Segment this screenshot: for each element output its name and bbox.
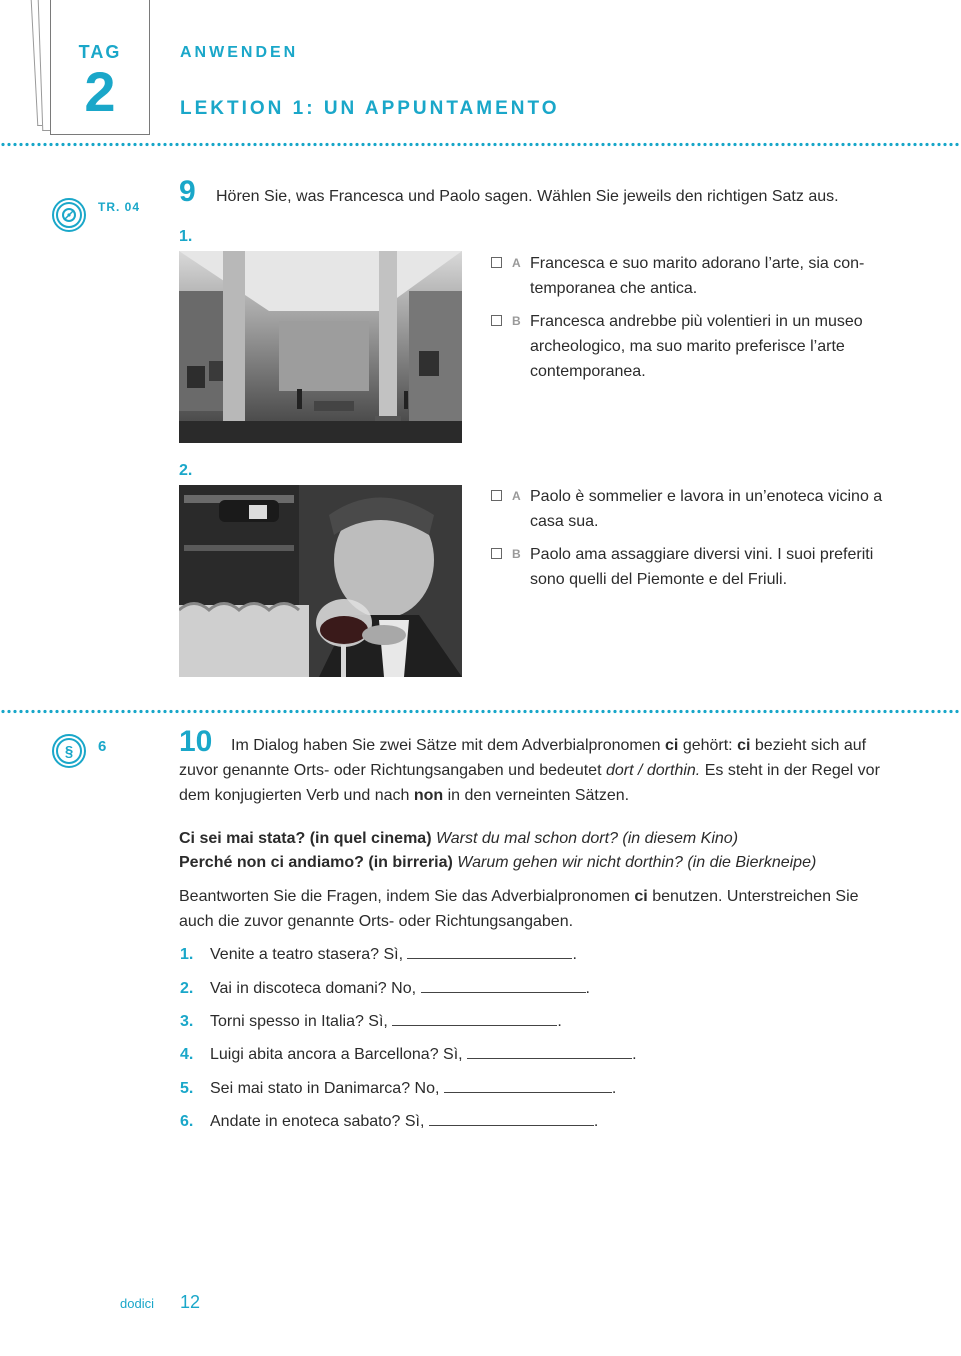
checkbox[interactable] [491,490,502,501]
question-3 [180,1009,562,1034]
question-text: Luigi abita ancora a Barcellona? Sì, [210,1046,463,1063]
day-tab [34,0,150,135]
question-text: Sei mai stato in Danimarca? No, [210,1080,440,1097]
intro-italic: dort / dorthin. [605,762,701,779]
dotted-divider [0,709,961,714]
option-letter: A [512,489,521,503]
option-letter: B [512,547,521,561]
period: . [593,1113,599,1130]
item-number: 1. [179,228,193,245]
track-label: TR. 04 [98,200,141,214]
task-instruction [179,884,894,934]
option-1a[interactable] [491,251,911,301]
intro-text: Es steht in der Regel vor dem konjugierten Verb und nach [179,762,880,804]
question-5 [180,1076,616,1101]
wine-tasting-photo [179,485,462,677]
answer-blank[interactable] [467,1042,632,1059]
museum-photo [179,251,462,443]
item-number: 2. [179,462,193,479]
dotted-divider [0,142,961,147]
question-2 [180,976,590,1001]
ci-word: ci [665,737,679,754]
answer-blank[interactable] [444,1076,612,1093]
ci-word: ci [737,737,751,754]
example-2 [179,850,899,875]
intro-text: bezieht sich auf zuvor genannte Orts- oder Richtungsangaben und bedeutet [179,737,867,779]
option-2a[interactable] [491,484,911,534]
task-text: benutzen. Unterstreichen Sie auch die zuvor genannte Orts- oder Richtungsangaben. [179,888,859,930]
intro-text: gehört: [682,737,733,754]
intro-text: Im Dialog haben Sie zwei Sätze mit dem Adverbialpronomen [231,737,661,754]
task-text: Beantworten Sie die Fragen, indem Sie das Adverbialpronomen [179,888,630,905]
question-text: Torni spesso in Italia? Sì, [210,1013,388,1030]
option-letter: B [512,314,521,328]
option-text: Paolo ama assaggiare diversi vini. I suoi preferiti sono quelli del Piemonte e del Friuli. [530,546,874,588]
ci-word: ci [634,888,648,905]
answer-blank[interactable] [429,1109,594,1126]
period: . [585,980,590,997]
tab-label: TAG [78,42,122,62]
option-text: Paolo è sommelier e lavora in un’enoteca vicino a casa sua. [530,488,883,530]
exercise-number: 9 [179,175,196,208]
period: . [572,946,577,963]
question-text: Andate in enoteca sabato? Sì, [210,1113,425,1130]
answer-blank[interactable] [392,1009,557,1026]
period: . [611,1080,617,1097]
checkbox[interactable] [491,315,502,326]
question-number: 1. [180,946,194,963]
audio-cd-icon [52,198,86,232]
example-1 [179,826,899,851]
question-text: Vai in discoteca domani? No, [210,980,417,997]
answer-blank[interactable] [407,942,572,959]
page-number-word: dodici [120,1296,154,1311]
lesson-title: LEKTION 1: UN APPUNTAMENTO [180,98,560,119]
example-german: Warum gehen wir nicht dorthin? (in die Bierkneipe) [457,854,817,871]
question-number: 2. [180,980,194,997]
option-text: Francesca e suo marito adorano l’arte, sia con- temporanea che antica. [530,255,865,297]
page-number: 12 [180,1292,201,1312]
answer-blank[interactable] [421,976,586,993]
question-1 [180,942,577,967]
option-2b[interactable] [491,542,911,592]
period: . [557,1013,562,1030]
grammar-reference: 6 [98,738,108,755]
checkbox[interactable] [491,548,502,559]
question-number: 6. [180,1113,194,1130]
example-italian: Perché non ci andiamo? (in birreria) [179,854,453,871]
question-text: Venite a teatro stasera? Sì, [210,946,404,963]
exercise-number: 10 [179,725,213,758]
option-letter: A [512,256,521,270]
question-number: 5. [180,1080,194,1097]
example-italian: Ci sei mai stata? (in quel cinema) [179,830,432,847]
exercise-intro [179,733,894,808]
period: . [632,1046,637,1063]
question-number: 3. [180,1013,194,1030]
question-number: 4. [180,1046,194,1063]
intro-text: in den verneinten Sätzen. [447,787,630,804]
tab-number: 2 [84,60,116,123]
section-label: ANWENDEN [180,44,299,61]
tab-card [50,0,150,135]
checkbox[interactable] [491,257,502,268]
exercise-instruction: Hören Sie, was Francesca und Paolo sagen. Wählen Sie jeweils den richtigen Satz aus. [216,188,839,205]
example-german: Warst du mal schon dort? (in diesem Kino) [435,830,739,847]
question-4 [180,1042,637,1067]
option-1b[interactable] [491,309,911,384]
non-word: non [413,787,444,804]
option-text: Francesca andrebbe più volentieri in un museo archeologico, ma suo marito preferisce l’arte contemporanea. [530,313,863,380]
question-6 [180,1109,598,1134]
grammar-paragraph-icon: § [52,734,86,768]
